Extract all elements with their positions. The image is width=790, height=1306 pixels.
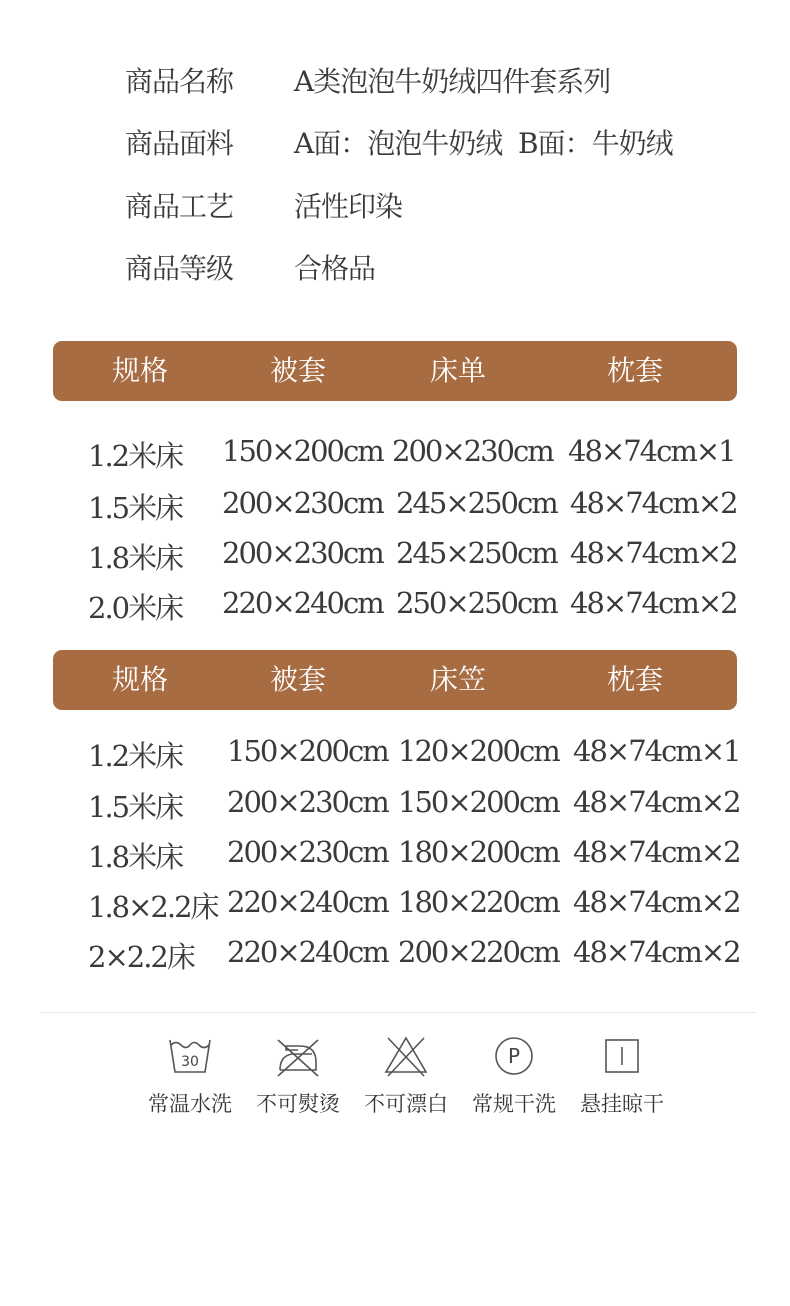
care-label: 悬挂晾干 <box>580 1092 664 1116</box>
info-value: 活性印染 <box>294 190 403 223</box>
header-pillow: 枕套 <box>606 663 664 696</box>
cell-duvet: 200×230cm <box>222 486 383 520</box>
cell-spec: 1.8米床 <box>88 541 183 575</box>
care-item-line-dry <box>567 1030 677 1130</box>
cell-spec: 2.0米床 <box>88 591 183 625</box>
cell-spec: 1.5米床 <box>88 790 183 824</box>
cell-pillow: 48×74cm×1 <box>573 734 740 768</box>
cell-pillow: 48×74cm×1 <box>568 434 735 468</box>
table-row <box>0 885 790 925</box>
cell-pillow: 48×74cm×2 <box>573 785 740 819</box>
cell-duvet: 200×230cm <box>227 785 388 819</box>
care-item-dry-clean <box>459 1030 569 1130</box>
cell-fitted-sheet: 180×220cm <box>398 885 559 919</box>
info-row-craft <box>0 185 790 225</box>
dry-clean-letter: P <box>507 1044 521 1068</box>
care-label: 不可漂白 <box>364 1092 448 1116</box>
cell-duvet: 220×240cm <box>227 885 388 919</box>
cell-duvet: 200×230cm <box>227 835 388 869</box>
dry-clean-p-icon <box>490 1032 538 1080</box>
header-duvet: 被套 <box>269 354 327 387</box>
info-label: 商品工艺 <box>125 190 234 223</box>
table-row <box>0 734 790 774</box>
cell-fitted-sheet: 180×200cm <box>398 835 559 869</box>
care-instructions <box>0 1030 790 1140</box>
cell-fitted-sheet: 200×220cm <box>398 935 559 969</box>
care-label: 不可熨烫 <box>256 1092 340 1116</box>
cell-spec: 1.8×2.2床 <box>88 890 218 924</box>
cell-pillow: 48×74cm×2 <box>573 885 740 919</box>
care-label: 常规干洗 <box>472 1092 556 1116</box>
cell-spec: 1.2米床 <box>88 439 183 473</box>
cell-pillow: 48×74cm×2 <box>570 536 737 570</box>
cell-spec: 2×2.2床 <box>88 940 194 974</box>
header-pillow: 枕套 <box>606 354 664 387</box>
table1-header <box>53 341 737 401</box>
info-value: A类泡泡牛奶绒四件套系列 <box>294 65 611 98</box>
care-item-no-iron <box>243 1030 353 1130</box>
cell-duvet: 200×230cm <box>222 536 383 570</box>
care-item-wash <box>135 1030 245 1130</box>
info-value: A面：泡泡牛奶绒 B面：牛奶绒 <box>294 127 673 160</box>
info-label: 商品面料 <box>125 127 234 160</box>
header-duvet: 被套 <box>269 663 327 696</box>
cell-pillow: 48×74cm×2 <box>570 586 737 620</box>
wash-30-icon <box>166 1032 214 1080</box>
header-sheet: 床单 <box>429 354 487 387</box>
table-row <box>0 785 790 825</box>
cell-spec: 1.2米床 <box>88 739 183 773</box>
header-fitted-sheet: 床笠 <box>429 663 487 696</box>
table-row <box>0 586 790 626</box>
cell-fitted-sheet: 150×200cm <box>398 785 559 819</box>
table2-header <box>53 650 737 710</box>
no-bleach-icon <box>382 1032 430 1080</box>
info-row-grade <box>0 247 790 287</box>
cell-spec: 1.8米床 <box>88 840 183 874</box>
line-dry-icon <box>598 1032 646 1080</box>
cell-pillow: 48×74cm×2 <box>573 935 740 969</box>
cell-duvet: 150×200cm <box>222 434 383 468</box>
cell-sheet: 200×230cm <box>392 434 553 468</box>
wash-temp-number: 30 <box>181 1054 199 1070</box>
no-iron-icon <box>274 1032 322 1080</box>
care-label: 常温水洗 <box>148 1092 232 1116</box>
cell-pillow: 48×74cm×2 <box>570 486 737 520</box>
info-value: 合格品 <box>294 252 376 285</box>
header-spec: 规格 <box>111 354 169 387</box>
cell-sheet: 245×250cm <box>396 486 557 520</box>
cell-duvet: 220×240cm <box>227 935 388 969</box>
header-spec: 规格 <box>111 663 169 696</box>
info-row-name <box>0 60 790 100</box>
cell-sheet: 245×250cm <box>396 536 557 570</box>
cell-spec: 1.5米床 <box>88 491 183 525</box>
cell-pillow: 48×74cm×2 <box>573 835 740 869</box>
table-row <box>0 835 790 875</box>
table-row <box>0 536 790 576</box>
table-row <box>0 434 790 474</box>
info-row-fabric <box>0 122 790 162</box>
cell-fitted-sheet: 120×200cm <box>398 734 559 768</box>
care-item-no-bleach <box>351 1030 461 1130</box>
table-row <box>0 486 790 526</box>
info-label: 商品名称 <box>125 65 234 98</box>
table-row <box>0 935 790 975</box>
cell-duvet: 220×240cm <box>222 586 383 620</box>
cell-sheet: 250×250cm <box>396 586 557 620</box>
divider <box>40 1012 756 1013</box>
info-label: 商品等级 <box>125 252 234 285</box>
cell-duvet: 150×200cm <box>227 734 388 768</box>
